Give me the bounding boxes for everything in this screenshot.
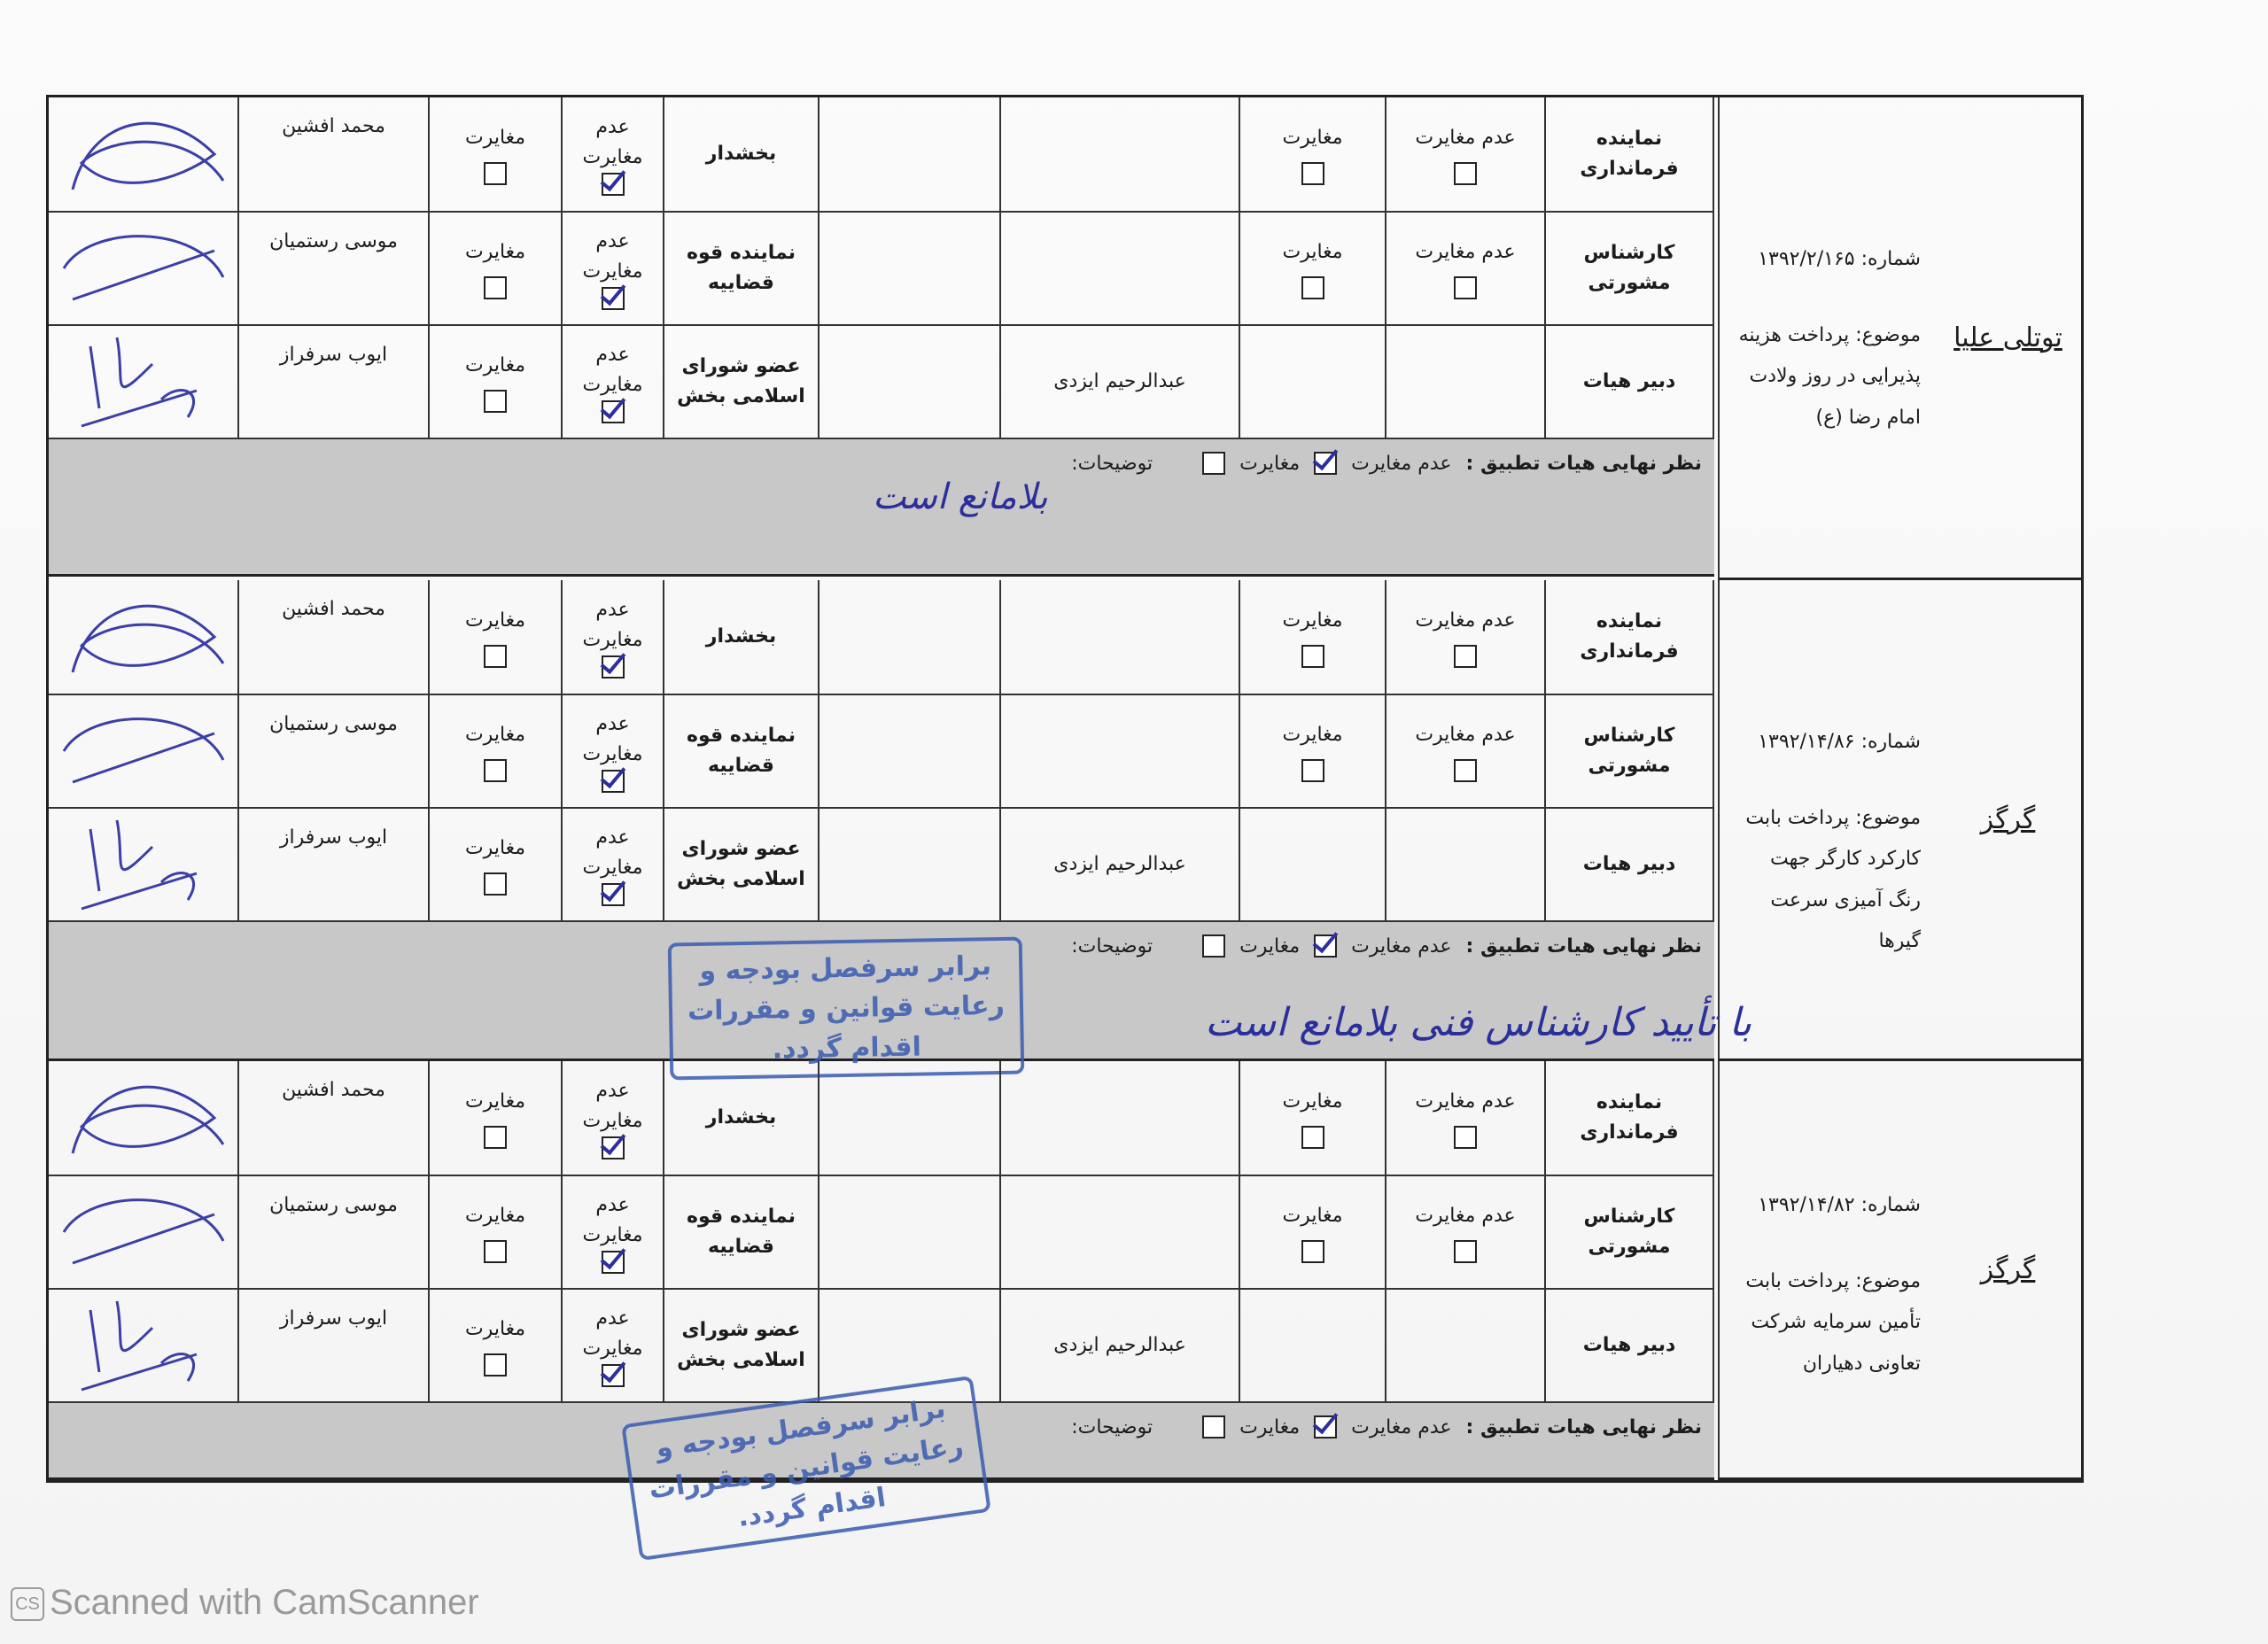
member-role [664,809,819,922]
conformity-option [1282,1201,1342,1263]
member-role [664,695,819,809]
letter-number: شماره: ۱۳۹۲/۱۴/۸۲ [1758,1194,1921,1216]
conformity-checkbox[interactable] [484,276,507,299]
non-conformity-cell [563,695,664,809]
conformity-cell [430,695,563,809]
conformity-cell [1240,326,1386,439]
member-name [239,809,430,922]
expert-role-text: کارشناس مشورتی [1583,1205,1675,1258]
conformity-option [465,1314,525,1376]
non-conformity-cell [1386,695,1546,809]
conformity-checkbox[interactable] [484,759,507,782]
non-conformity-label: عدم مغایرت [1415,609,1516,632]
member-role-text: نماینده قوه قضاییه [686,1205,796,1258]
conformity-label: مغایرت [464,1090,526,1113]
signature-icon [55,1292,232,1399]
expert-role-text: دبیر هیات [1582,852,1676,875]
non-conformity-checkbox[interactable] [1454,1126,1477,1149]
conformity-label: مغایرت [1282,126,1343,149]
conformity-cell [1240,97,1386,213]
conformity-option [465,1087,525,1149]
non-conformity-option [582,1304,642,1387]
signature-icon [55,698,232,804]
non-conformity-label: عدم مغایرت [1351,934,1452,958]
signature-icon [55,329,232,435]
conformity-checkbox[interactable] [484,1126,507,1149]
secretary-name-cell [1001,1176,1240,1290]
adam-label: عدم [595,1307,630,1330]
signature-cell [49,580,239,695]
signature-cell [49,809,239,922]
empty-cell [819,1061,1001,1176]
signature-cell [49,326,239,439]
descriptions-label: توضیحات: [1071,452,1153,475]
region-cell [1935,1061,2081,1480]
conformity-label: مغایرت [464,609,526,632]
conformity-label: مغایرت [1239,1415,1301,1438]
non-conformity-checkbox[interactable] [602,883,625,906]
moghayerat-label: مغایرت [582,629,643,651]
conformity-checkbox[interactable] [484,1240,507,1263]
non-conformity-label: عدم مغایرت [1415,126,1516,149]
non-conformity-cell [563,1176,664,1290]
non-conformity-cell [1386,580,1546,695]
non-conformity-option [1415,123,1515,185]
region-cell [1935,580,2081,1061]
empty-cell [819,809,1001,922]
member-role-text: بخشدار [705,142,777,165]
signature-cell [49,1061,239,1176]
adam-label: عدم [595,826,630,849]
non-conformity-label: عدم مغایرت [1351,1415,1452,1438]
non-conformity-cell [1386,326,1546,439]
final-opinion-options [1071,452,1702,475]
expert-role [1546,580,1714,695]
secretary-name-cell [1001,695,1240,809]
expert-role-text: کارشناس مشورتی [1583,241,1675,294]
conformity-cell [430,1061,563,1176]
conformity-cell [1240,1176,1386,1290]
non-conformity-option [582,1076,642,1159]
conformity-cell [1240,1061,1386,1176]
approval-stamp: برابر سرفصل بودجه و رعایت قوانین و مقررات اقدام گردد. [621,1376,991,1561]
final-conformity-checkbox[interactable] [1202,1415,1225,1438]
member-name-text: ایوب سرفراز [279,1307,388,1330]
expert-role-text: کارشناس مشورتی [1583,724,1675,777]
empty-cell [819,580,1001,695]
region-cell [1935,97,2081,580]
conformity-option [465,720,525,782]
camscanner-watermark [11,1583,479,1623]
letter-number: شماره: ۱۳۹۲/۲/۱۶۵ [1758,248,1921,270]
member-role-text: بخشدار [705,624,777,648]
non-conformity-cell [563,97,664,213]
conformity-label: مغایرت [1282,240,1343,263]
final-opinion-label: نظر نهایی هیات تطبیق : [1465,1415,1702,1438]
member-name-text: محمد افشین [282,598,385,620]
member-role [664,1061,819,1176]
secretary-name-cell [1001,809,1240,922]
moghayerat-label: مغایرت [582,1110,643,1132]
moghayerat-label: مغایرت [582,260,643,283]
conformity-cell [1240,809,1386,922]
signature-icon [55,584,232,690]
non-conformity-cell [1386,97,1546,213]
non-conformity-cell [563,213,664,326]
conformity-option [1282,720,1342,782]
member-name-text: ایوب سرفراز [279,344,388,366]
empty-cell [819,1176,1001,1290]
non-conformity-label: عدم مغایرت [1415,240,1516,263]
final-opinion-options [1071,1415,1702,1438]
conformity-label: مغایرت [1239,452,1301,475]
member-name-text: محمد افشین [282,1079,385,1101]
non-conformity-label: عدم مغایرت [1415,723,1516,746]
member-name [239,580,430,695]
member-name [239,1176,430,1290]
approval-form-table [46,95,2084,1534]
member-name [239,213,430,326]
expert-role [1546,213,1714,326]
member-role-text: عضو شورای اسلامی بخش [677,837,805,890]
conformity-label: مغایرت [464,1317,526,1340]
conformity-option [465,123,525,185]
non-conformity-option [582,823,642,906]
final-non-conformity-checkbox[interactable] [1314,934,1337,958]
non-conformity-option [1415,1087,1515,1149]
expert-role-text: نماینده فرمانداری [1580,1090,1679,1144]
expert-role-text: دبیر هیات [1582,369,1676,392]
conformity-cell [1240,1290,1386,1403]
signature-cell [49,1176,239,1290]
non-conformity-label: عدم مغایرت [1415,1204,1516,1227]
handwritten-note: بلامانع است [873,477,1048,517]
expert-role-text: نماینده فرمانداری [1580,127,1679,180]
non-conformity-label: عدم مغایرت [1415,1090,1516,1113]
member-role [664,326,819,439]
member-role-text: نماینده قوه قضاییه [686,724,796,777]
member-name [239,97,430,213]
non-conformity-option [582,595,642,679]
non-conformity-option [1415,1201,1515,1263]
non-conformity-checkbox[interactable] [602,1251,625,1274]
member-role [664,1290,819,1403]
subject-text: موضوع: پرداخت بابت تأمین سرمایه شرکت تعاونی دهیاران [1745,1270,1921,1375]
member-name-text: موسی رستمیان [269,230,398,252]
member-role-text: عضو شورای اسلامی بخش [677,1318,805,1371]
conformity-label: مغایرت [464,1204,526,1227]
region-name: گرگز [1980,803,2036,835]
conformity-option [1282,1087,1342,1149]
conformity-cell [430,580,563,695]
conformity-checkbox[interactable] [1301,1126,1324,1149]
adam-label: عدم [595,712,630,735]
conformity-cell [430,1290,563,1403]
conformity-checkbox[interactable] [484,162,507,185]
member-name-text: محمد افشین [282,115,385,137]
final-conformity-checkbox[interactable] [1202,934,1225,958]
signature-icon [55,215,232,322]
adam-label: عدم [595,229,630,252]
descriptions-label: توضیحات: [1071,1415,1153,1438]
approval-stamp: برابر سرفصل بودجه و رعایت قوانین و مقررات اقدام گردد. [668,937,1025,1081]
conformity-label: مغایرت [464,240,526,263]
conformity-label: مغایرت [464,836,526,859]
final-non-conformity-checkbox[interactable] [1314,1415,1337,1438]
empty-cell [819,326,1001,439]
region-name: گرگز [1980,1253,2036,1285]
conformity-label: مغایرت [464,723,526,746]
conformity-option [1282,123,1342,185]
secretary-name-cell [1001,580,1240,695]
conformity-label: مغایرت [1282,1204,1343,1227]
camscanner-icon: CS [11,1587,44,1621]
final-conformity-checkbox[interactable] [1202,452,1225,475]
subject-cell [1718,97,1935,580]
non-conformity-checkbox[interactable] [602,400,625,423]
moghayerat-label: مغایرت [582,1224,643,1246]
non-conformity-cell [563,1061,664,1176]
secretary-name-cell [1001,213,1240,326]
member-role-text: عضو شورای اسلامی بخش [677,354,805,407]
expert-role-text: نماینده فرمانداری [1580,609,1679,663]
secretary-name: عبدالرحیم ایزدی [1053,1333,1186,1356]
letter-number: شماره: ۱۳۹۲/۱۴/۸۶ [1758,731,1921,753]
final-opinion-label: نظر نهایی هیات تطبیق : [1465,934,1702,958]
moghayerat-label: مغایرت [582,374,643,396]
non-conformity-option [1415,237,1515,299]
member-role-text: بخشدار [705,1105,777,1128]
member-name [239,1290,430,1403]
signature-cell [49,695,239,809]
empty-cell [819,695,1001,809]
secretary-name: عبدالرحیم ایزدی [1053,369,1186,392]
conformity-option [465,1201,525,1263]
conformity-checkbox[interactable] [1301,162,1324,185]
conformity-option [465,351,525,413]
non-conformity-checkbox[interactable] [1454,645,1477,668]
member-role [664,580,819,695]
conformity-checkbox[interactable] [484,645,507,668]
non-conformity-cell [563,326,664,439]
non-conformity-checkbox[interactable] [1454,759,1477,782]
final-opinion-label: نظر نهایی هیات تطبیق : [1465,452,1702,475]
conformity-option [1282,237,1342,299]
conformity-checkbox[interactable] [484,1353,507,1376]
signature-icon [55,811,232,918]
region-name: توتلی علیا [1953,322,2062,353]
conformity-cell [430,326,563,439]
expert-role [1546,326,1714,439]
member-role [664,213,819,326]
conformity-cell [430,1176,563,1290]
non-conformity-option [582,112,642,196]
conformity-label: مغایرت [464,126,526,149]
non-conformity-checkbox[interactable] [1454,1240,1477,1263]
signature-cell [49,97,239,213]
conformity-checkbox[interactable] [1301,645,1324,668]
final-non-conformity-checkbox[interactable] [1314,452,1337,475]
moghayerat-label: مغایرت [582,743,643,765]
adam-label: عدم [595,1193,630,1216]
member-name-text: ایوب سرفراز [279,826,388,849]
conformity-cell [430,97,563,213]
member-name [239,1061,430,1176]
conformity-checkbox[interactable] [484,872,507,896]
signature-cell [49,213,239,326]
subject-text: موضوع: پرداخت بابت کارکرد کارگر جهت رنگ آمیزی سرعت گیرها [1745,807,1921,952]
conformity-checkbox[interactable] [1301,276,1324,299]
non-conformity-option [582,1190,642,1274]
non-conformity-checkbox[interactable] [602,1136,625,1159]
non-conformity-checkbox[interactable] [1454,162,1477,185]
member-name-text: موسی رستمیان [269,713,398,735]
non-conformity-option [1415,720,1515,782]
non-conformity-cell [1386,1176,1546,1290]
watermark-text: Scanned with CamScanner [50,1583,479,1622]
adam-label: عدم [595,343,630,366]
adam-label: عدم [595,1079,630,1102]
secretary-name-cell [1001,1061,1240,1176]
expert-role-text: دبیر هیات [1582,1333,1676,1356]
expert-role [1546,1176,1714,1290]
non-conformity-option [582,227,642,310]
non-conformity-checkbox[interactable] [602,1364,625,1387]
member-name-text: موسی رستمیان [269,1194,398,1216]
conformity-option [465,237,525,299]
conformity-label: مغایرت [1239,934,1301,958]
secretary-name: عبدالرحیم ایزدی [1053,852,1186,875]
non-conformity-checkbox[interactable] [602,655,625,679]
non-conformity-option [582,340,642,423]
conformity-label: مغایرت [464,353,526,376]
non-conformity-checkbox[interactable] [1454,276,1477,299]
member-role [664,1176,819,1290]
final-opinion-options [1071,934,1702,958]
non-conformity-checkbox[interactable] [602,173,625,196]
member-name [239,695,430,809]
moghayerat-label: مغایرت [582,1338,643,1360]
signature-cell [49,1290,239,1403]
empty-cell [819,97,1001,213]
conformity-option [1282,606,1342,668]
conformity-option [465,606,525,668]
subject-cell [1718,580,1935,1061]
conformity-checkbox[interactable] [1301,759,1324,782]
conformity-cell [430,809,563,922]
conformity-cell [1240,695,1386,809]
non-conformity-cell [563,580,664,695]
expert-role [1546,1061,1714,1176]
handwritten-note: با تأیید کارشناس فنی بلامانع است [1205,1000,1752,1045]
secretary-name-cell [1001,97,1240,213]
expert-role [1546,809,1714,922]
expert-role [1546,97,1714,213]
non-conformity-cell [1386,1290,1546,1403]
expert-role [1546,695,1714,809]
secretary-name-cell [1001,1290,1240,1403]
member-name [239,326,430,439]
conformity-label: مغایرت [1282,609,1343,632]
adam-label: عدم [595,115,630,138]
non-conformity-option [1415,606,1515,668]
adam-label: عدم [595,598,630,621]
member-role-text: نماینده قوه قضاییه [686,241,796,294]
descriptions-label: توضیحات: [1071,934,1153,958]
secretary-name-cell [1001,326,1240,439]
signature-icon [55,1065,232,1171]
non-conformity-checkbox[interactable] [602,770,625,793]
empty-cell [819,213,1001,326]
non-conformity-cell [1386,1061,1546,1176]
subject-cell [1718,1061,1935,1480]
non-conformity-cell [1386,213,1546,326]
non-conformity-cell [1386,809,1546,922]
non-conformity-cell [563,809,664,922]
moghayerat-label: مغایرت [582,146,643,168]
conformity-option [465,834,525,896]
signature-icon [55,1179,232,1285]
non-conformity-cell [563,1290,664,1403]
moghayerat-label: مغایرت [582,857,643,879]
conformity-cell [1240,213,1386,326]
expert-role [1546,1290,1714,1403]
non-conformity-option [582,710,642,793]
non-conformity-checkbox[interactable] [602,287,625,310]
subject-text: موضوع: پرداخت هزینه پذیرایی در روز ولادت امام رضا (ع) [1738,324,1921,429]
member-role [664,97,819,213]
conformity-checkbox[interactable] [1301,1240,1324,1263]
signature-icon [55,101,232,207]
conformity-cell [430,213,563,326]
non-conformity-label: عدم مغایرت [1351,452,1452,475]
conformity-cell [1240,580,1386,695]
conformity-label: مغایرت [1282,723,1343,746]
conformity-label: مغایرت [1282,1090,1343,1113]
conformity-checkbox[interactable] [484,390,507,413]
